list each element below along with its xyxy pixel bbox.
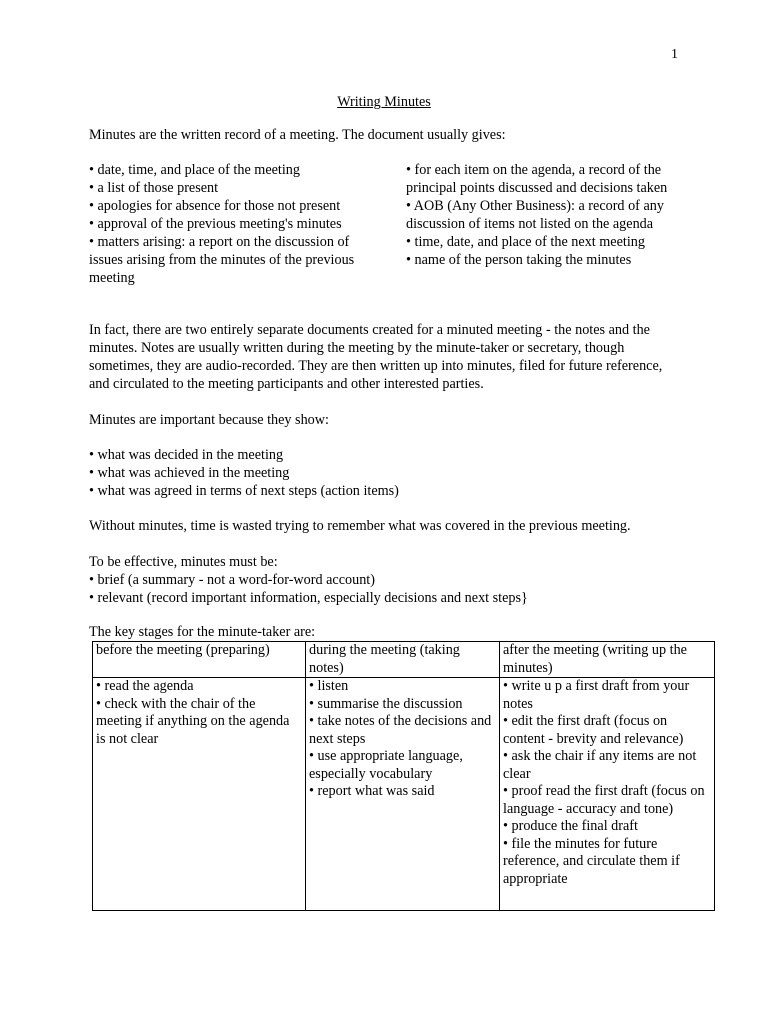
effective-heading: To be effective, minutes must be: <box>89 554 278 570</box>
list-item: • AOB (Any Other Business): a record of any discussion of items not listed on the agenda <box>406 198 664 232</box>
list-item: • listen <box>309 678 349 694</box>
list-item: • file the minutes for future reference, and circulate them if appropriate <box>503 835 680 887</box>
document-title: Writing Minutes <box>337 94 431 110</box>
list-item: • for each item on the agenda, a record of the principal points discussed and decisions taken <box>406 162 668 196</box>
list-item: • brief (a summary - not a word-for-word account) <box>89 572 375 588</box>
list-item: • take notes of the decisions and next steps <box>309 713 492 747</box>
table-row <box>93 678 715 911</box>
header-before: before the meeting (preparing) <box>93 642 306 678</box>
list-item: • what was achieved in the meeting <box>89 465 290 481</box>
stages-heading: The key stages for the minute-taker are: <box>89 624 316 640</box>
stages-table <box>92 641 715 911</box>
cell-before <box>93 678 306 911</box>
list-item: • relevant (record important information, especially decisions and next steps} <box>89 590 528 606</box>
list-item: • write u p a first draft from your notes <box>503 678 690 712</box>
intro-paragraph: Minutes are the written record of a meeting. The document usually gives: <box>89 127 506 143</box>
list-item: • report what was said <box>309 783 435 799</box>
list-item: • edit the first draft (focus on content - brevity and relevance) <box>503 713 684 747</box>
list-item: • what was decided in the meeting <box>89 447 284 463</box>
list-item: • date, time, and place of the meeting <box>89 162 300 178</box>
page-number: 1 <box>671 47 678 62</box>
important-heading: Minutes are important because they show: <box>89 412 329 428</box>
list-item: • apologies for absence for those not present <box>89 198 341 214</box>
table-header-row <box>93 642 715 678</box>
contents-list-left <box>89 161 374 287</box>
header-after: after the meeting (writing up the minutes) <box>500 642 715 678</box>
cell-after <box>500 678 715 911</box>
list-item: • name of the person taking the minutes <box>406 252 632 268</box>
list-item: • produce the final draft <box>503 818 638 834</box>
list-item: • ask the chair if any items are not clear <box>503 748 697 782</box>
cell-during <box>306 678 500 911</box>
notes-paragraph: In fact, there are two entirely separate documents created for a minuted meeting - the notes and the minutes. Notes are usually written during the meeting by the minute-taker or secretary, though sometimes, they are audio-recorded. They are then written up into minutes, filed for future reference, and circulated to the meeting participants and other interested parties. <box>89 322 663 392</box>
list-item: • proof read the first draft (focus on language - accuracy and tone) <box>503 783 705 817</box>
list-item: • summarise the discussion <box>309 695 463 712</box>
list-item: • a list of those present <box>89 180 219 196</box>
effective-section <box>89 553 679 607</box>
list-item: • read the agenda <box>96 678 194 694</box>
without-minutes-paragraph: Without minutes, time is wasted trying to remember what was covered in the previous meeting. <box>89 518 631 534</box>
list-item: • time, date, and place of the next meeting <box>406 234 645 250</box>
list-item: • use appropriate language, especially vocabulary <box>309 748 463 782</box>
header-during: during the meeting (taking notes) <box>306 642 500 678</box>
list-item: • check with the chair of the meeting if anything on the agenda is not clear <box>96 695 290 747</box>
list-item: • matters arising: a report on the discussion of issues arising from the minutes of the previous meeting <box>89 234 355 286</box>
list-item: • approval of the previous meeting's minutes <box>89 216 342 232</box>
list-item: • what was agreed in terms of next steps (action items) <box>89 483 399 499</box>
contents-list-right <box>406 161 706 269</box>
important-list <box>89 446 679 500</box>
